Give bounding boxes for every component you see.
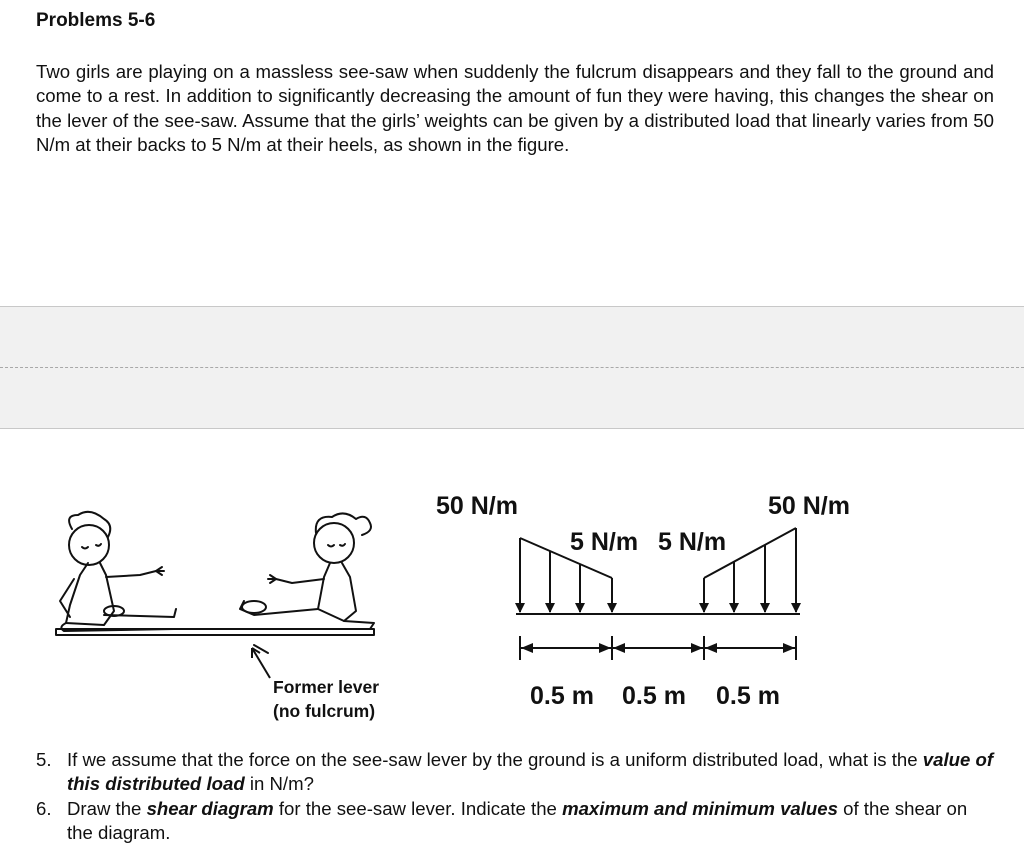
question-text-part: in N/m?: [244, 773, 314, 795]
right-girl-figure: [240, 513, 374, 629]
question-text: [67, 748, 994, 797]
girls-seesaw-illustration: [44, 505, 404, 655]
question-emphasis: shear diagram: [146, 797, 274, 819]
right-peak-load-label: 50 N/m: [768, 492, 850, 520]
question-text-part: If we assume that the force on the see-saw lever by the ground is a uniform distributed load, what is the: [67, 749, 923, 770]
question-text-part: of the shear on the diagram.: [67, 797, 968, 844]
question-text-part: Draw the: [67, 797, 147, 819]
left-girl-figure: [60, 512, 176, 631]
lever-label: [273, 675, 379, 723]
span-3-label: 0.5 m: [716, 682, 780, 710]
span-2-label: 0.5 m: [622, 682, 686, 710]
lever-label-line-1: Former lever: [273, 677, 380, 697]
question-item: [36, 797, 994, 846]
lever-label-line-2: (no fulcrum): [273, 701, 376, 721]
problem-statement: Two girls are playing on a massless see-saw when suddenly the fulcrum disappears and they fall to the ground and come to a rest. In addition to significantly decreasing the amount of fun they were having, this changes the shear on the lever of the see-saw. Assume that the girls’ weights can be given by a distributed load that linearly varies from 50 N/m at their backs to 5 N/m at their heels, as shown in the figure.: [36, 61, 994, 156]
question-number: 5.: [36, 749, 52, 770]
band-dashed-divider: [0, 367, 1024, 368]
question-emphasis: value of this distributed load: [67, 749, 994, 795]
question-list: [36, 748, 994, 846]
question-number: 6.: [36, 797, 52, 819]
span-1-label: 0.5 m: [530, 682, 594, 710]
problem-title: Problems 5-6: [36, 10, 156, 31]
question-text-part: for the see-saw lever. Indicate the: [273, 797, 563, 819]
question-item: [36, 748, 994, 797]
right-min-load-label: 5 N/m: [658, 528, 727, 556]
left-peak-load-label: 50 N/m: [436, 492, 518, 520]
left-min-load-label: 5 N/m: [570, 528, 639, 556]
question-text: [67, 797, 994, 846]
lever-label-arrow: [246, 640, 286, 680]
question-emphasis: maximum and minimum values: [562, 797, 838, 819]
